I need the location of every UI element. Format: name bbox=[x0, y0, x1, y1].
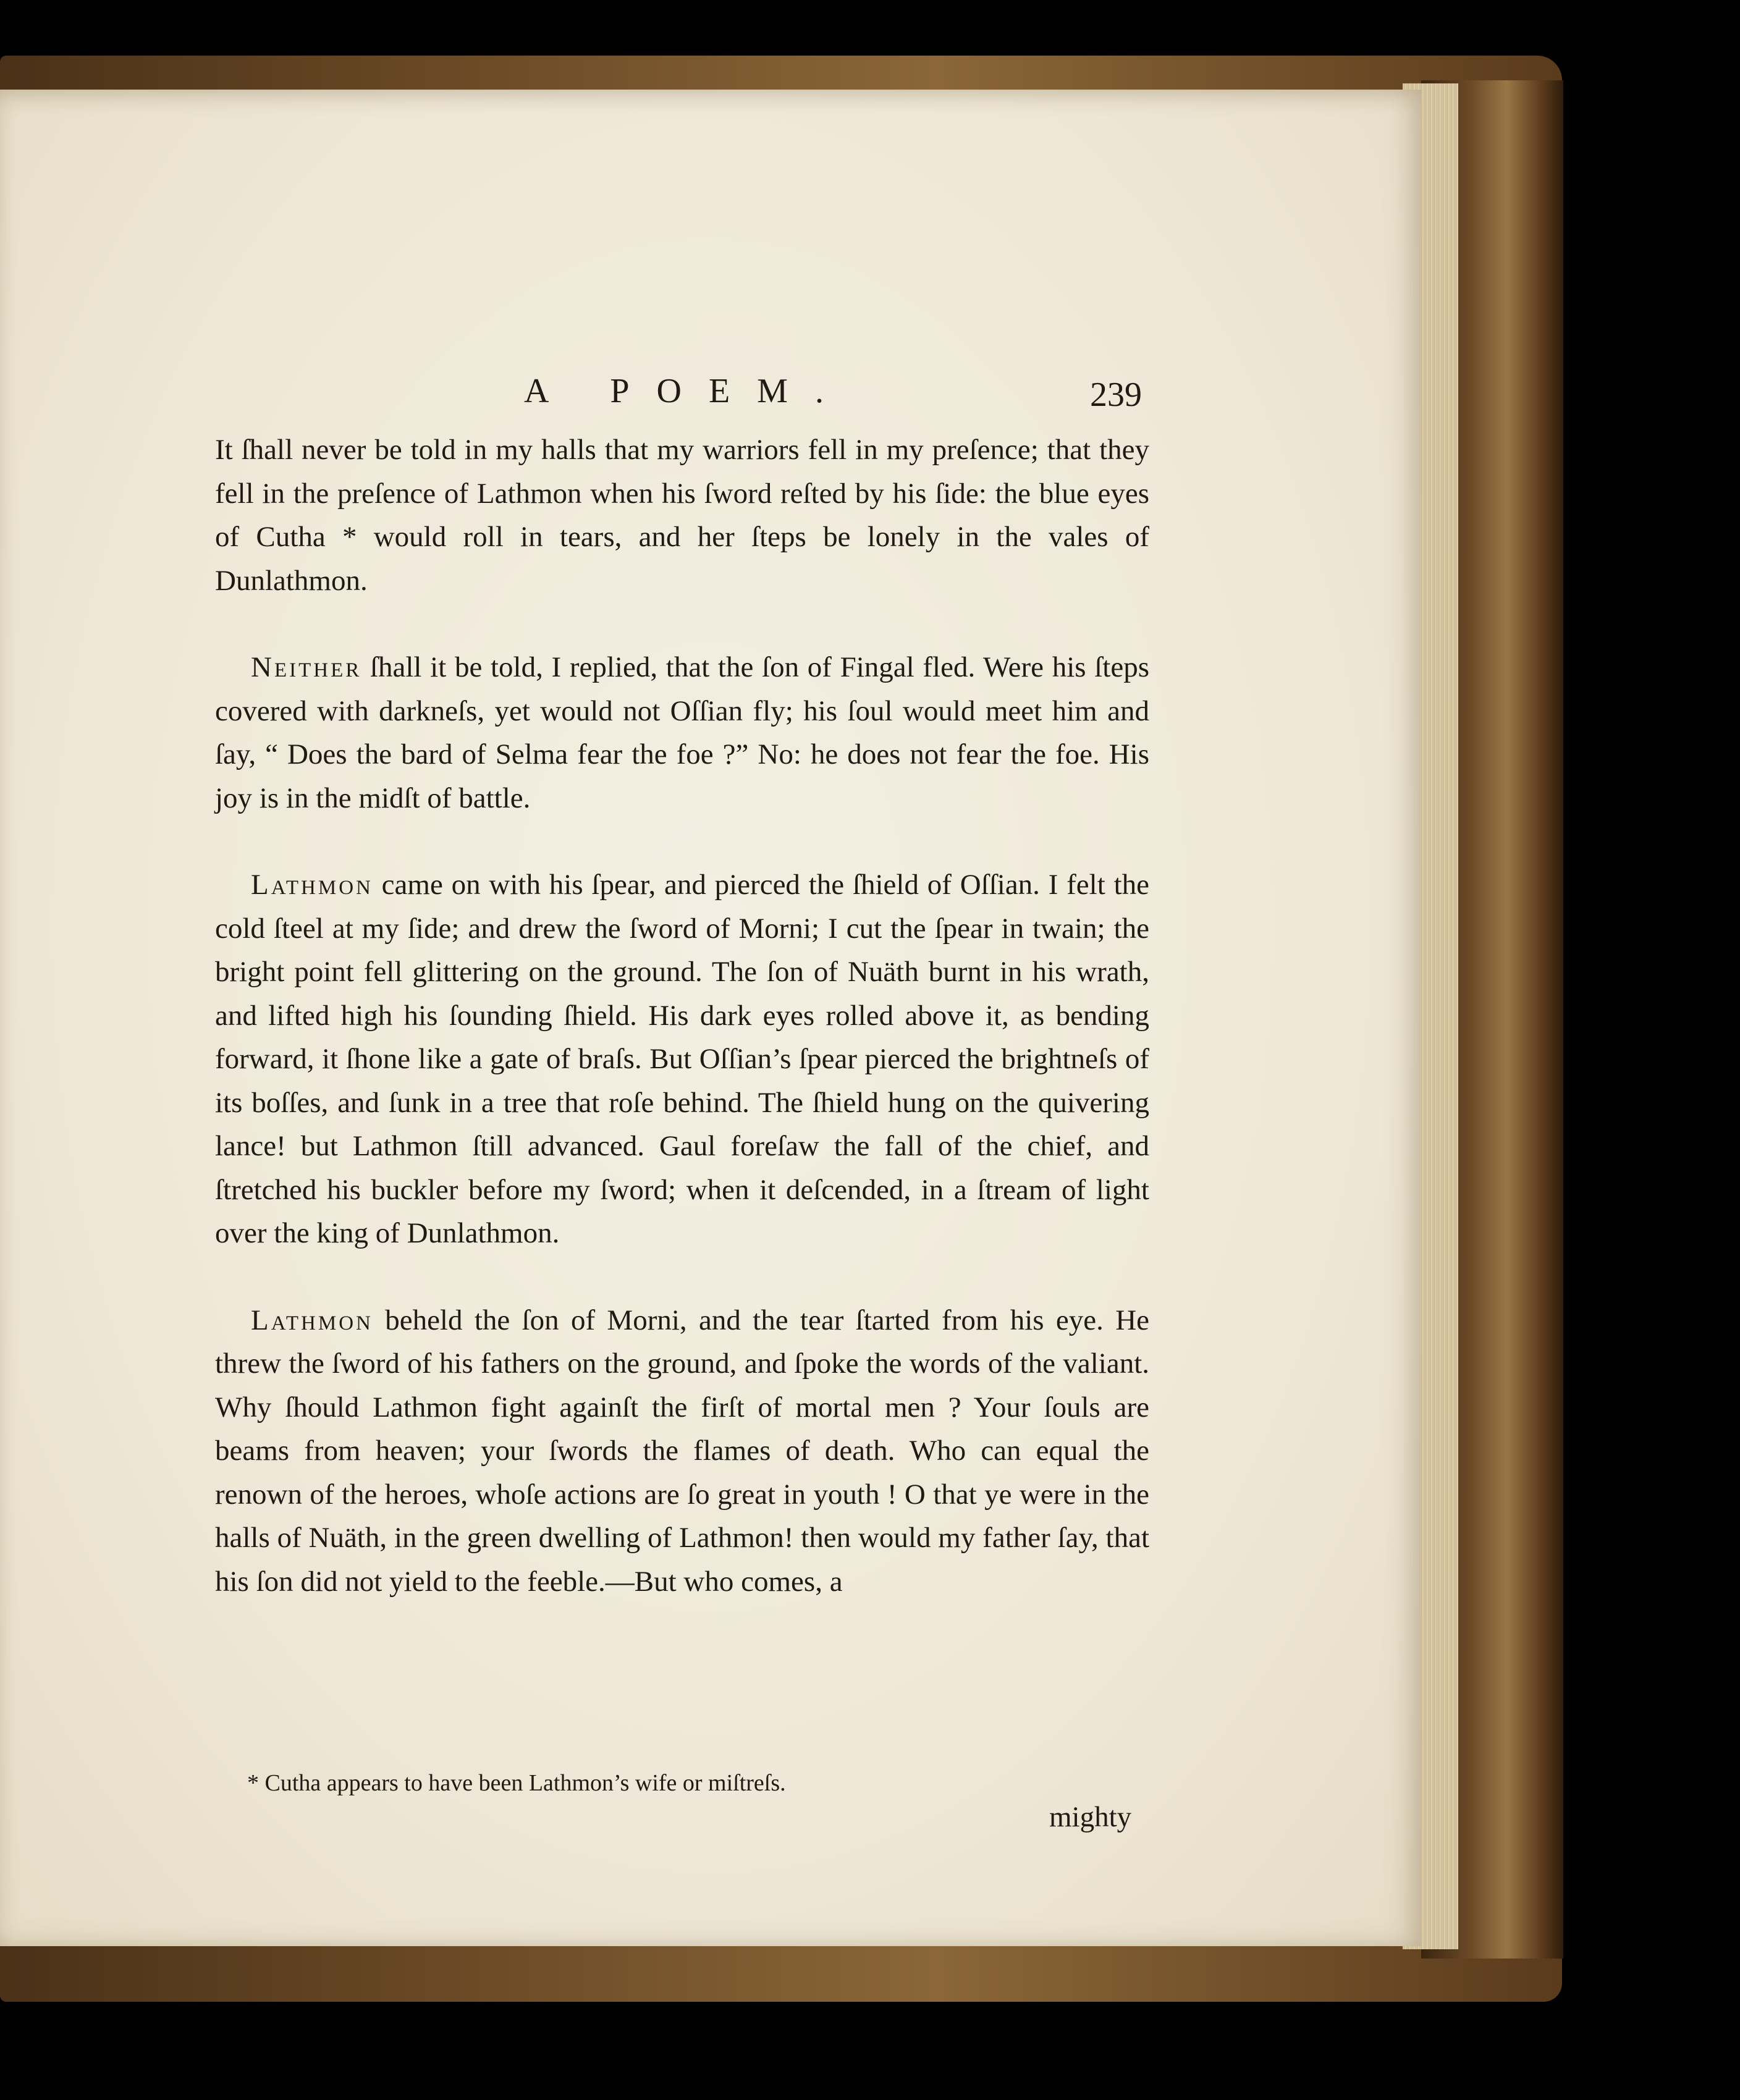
paragraph-1 bbox=[215, 428, 1149, 602]
running-head bbox=[0, 369, 1421, 413]
body-text bbox=[215, 428, 1149, 1647]
paragraph-2 bbox=[215, 646, 1149, 820]
paragraph-2-lead: Neither bbox=[251, 651, 362, 683]
footnote: * Cutha appears to have been Lathmon’s wife or miſtreſs. bbox=[247, 1770, 786, 1796]
running-head-title: A POEM. bbox=[524, 372, 851, 410]
paragraph-1-text: It ſhall never be told in my halls that my warriors fell in my preſence; that they fell in the preſence of Lathmon when his ſword reſted by his ſide: the blue eyes of Cutha * would roll in tears, and her ſteps be lonely in the vales of Dunlathmon. bbox=[215, 434, 1149, 597]
catchword: mighty bbox=[1049, 1801, 1132, 1833]
book-page bbox=[0, 90, 1421, 1946]
paragraph-3 bbox=[215, 863, 1149, 1255]
paragraph-4 bbox=[215, 1299, 1149, 1604]
page-number: 239 bbox=[1090, 376, 1142, 414]
paragraph-3-lead: Lathmon bbox=[251, 869, 373, 901]
paragraph-3-text: came on with his ſpear, and pierced the ſhield of Oſſian. I felt the cold ſteel at my ſide; and drew the ſword of Morni; I cut the ſpear in twain; the bright point fell glittering on the ground. The ſon of Nuäth burnt in his wrath, and lifted high his ſounding ſhield. His dark eyes rolled above it, as bending forward, it ſhone like a gate of braſs. But Oſſian’s ſpear pierced the brightneſs of its boſſes, and ſunk in a tree that roſe behind. The ſhield hung on the quivering lance! but Lathmon ſtill advanced. Gaul foreſaw the fall of the chief, and ſtretched his buckler before my ſword; when it deſcended, in a ſtream of light over the king of Dunlathmon. bbox=[215, 869, 1149, 1249]
paragraph-2-text: ſhall it be told, I replied, that the ſon of Fingal fled. Were his ſteps covered with darkneſs, yet would not Oſſian fly; his ſoul would meet him and ſay, “ Does the bard of Selma fear the foe ?” No: he does not fear the foe. His joy is in the midſt of battle. bbox=[215, 651, 1149, 814]
paragraph-4-lead: Lathmon bbox=[251, 1304, 373, 1336]
paragraph-4-text: beheld the ſon of Morni, and the tear ſtarted from his eye. He threw the ſword of his fathers on the ground, and ſpoke the words of the valiant. Why ſhould Lathmon fight againſt the firſt of mortal men ? Your ſouls are beams from heaven; your ſwords the flames of death. Who can equal the renown of the heroes, whoſe actions are ſo great in youth ! O that ye were in the halls of Nuäth, in the green dwelling of Lathmon! then would my father ſay, that his ſon did not yield to the feeble.—But who comes, a bbox=[215, 1304, 1149, 1598]
